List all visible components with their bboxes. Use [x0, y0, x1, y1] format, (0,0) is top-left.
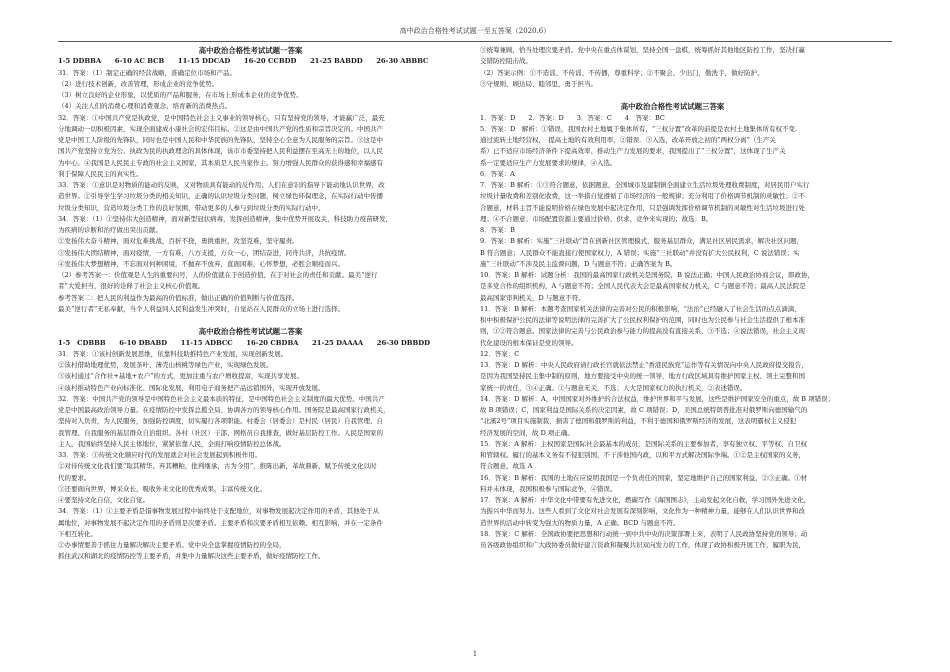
- answer-text-line: 家统一的责任，③④正确。①与题意无关，不选；人大是国家权力的执行机关，②表述错误。: [480, 383, 747, 392]
- answer-text-line: 最美“逆行者”无私奉献，当个人利益同人民利益发生冲突时，自觉站在人民群众的立场上进行选择。: [58, 304, 345, 313]
- answer-text-line: （2）参考答案一：价值观是人生的重要问号，人的价值就在于创造价值，在于对社会的责任和贡献。最美“逆行: [58, 271, 378, 279]
- answer-text-line: 最高国家审判机关，D 与题意不符。: [480, 293, 585, 302]
- answer-key-line: 1-5 DDBBA 6-10 AC BCB 11-15 DDCAD 16-20 CCBDD 21-25 BABDD 26-30 ABBBC: [58, 57, 429, 66]
- page-header: 高中政治合格性考试试题一至五答案（2020.6）: [399, 27, 551, 35]
- answer-text-line: （2）答案示例：①不造谣、不传谣、不传播，尊重科学；②不聚会、少出门，勤洗手，做好防护。: [480, 68, 764, 77]
- answer-text-line: 党是中国最高政治领导力量。在疫情防控中发挥总揽全局、协调各方的领导核心作用。国务院是最高国家行政机关，: [58, 406, 390, 414]
- answer-text-line: 施“三社联动”不涉及民主监督问题，D 与题意不符；正确答案为 B。: [480, 259, 677, 268]
- answer-text-line: 交错防控阻击战。: [480, 57, 532, 66]
- answer-text-line: 6．答案：A: [480, 169, 515, 178]
- page-number: 1: [472, 650, 478, 658]
- answer-text-line: 5．答案：D 解析：①错误，我国农村土地属于集体所有，“三权分置”改革的前提是农村土地集体所有权不变.: [480, 124, 798, 133]
- answer-text-line: 造世界。②引导学生学习垃圾分类的相关知识，正确的认识垃圾分类问题，树立绿色环保理念，在实际行动中传播: [58, 192, 383, 201]
- answer-text-line: 代化建设的根本保证是党的领导。: [480, 338, 578, 347]
- answer-text-line: 抓住武汉和湖北的疫情防控等主要矛盾，并集中力量解决这些主要矛盾，做好疫情防控工作。: [58, 552, 325, 561]
- answer-text-line: 8．答案：B: [480, 226, 515, 234]
- answer-text-line: ②办事情要善于抓住力量解决解决主要矛盾。党中央全盘掌握疫情防控的全局，: [58, 541, 286, 549]
- answer-text-line: 18．答案：C 解析：全国政协要把思想和行动统一到中共中央的决策部署上来，表明了人民政协坚持党的领导；动: [480, 529, 808, 538]
- answer-text-line: 积中积极保护公民的法律等说明法律的完善扩大了公民权利保护的范围，同时也为公民参与社会生活提供了根本准: [480, 316, 805, 324]
- answer-text-line: 垃圾分类知识，营造垃圾分类工作的良好氛围，带动更多的人参与到垃圾分类的实际行动中。: [58, 203, 325, 212]
- answer-text-line: 系一定要适应生产力发展要求的规律，④入选。: [480, 158, 617, 167]
- answer-text-line: 坚持对人负责，为人民服务，加强防控调度，切实履行各项职能。村委会（居委会）是村民（居民）自我管理、自: [58, 417, 383, 426]
- answer-text-line: 系）已不适应市场经济条件下提高效率、推动生产力发展的要求，我国提出了“三权分置”，这体现了生产关: [480, 147, 786, 156]
- answer-text-line: B 符合题意；人民群众不能直接行使国家权力，A 错误；实施“三社联动”并没有扩大公民权利，C 说法错误；实: [480, 248, 800, 257]
- answer-text-line: （2）进行技术创新，改善管理，形成企业的竞争优势。: [58, 79, 219, 88]
- answer-text-line: 故 B 项错误；C，国家利益是国际关系的决定因素，故 C 项错误；D，美国总统特朗普批准对俄罗斯向德国输气的: [480, 406, 808, 414]
- answer-text-line: 为振兴中华而努力。这些人看到了文化对社会发展有深刻影响，文化作为一种精神力量，能够在人们认识世界和改: [480, 507, 805, 516]
- answer-text-line: 32．答案：中国共产党的领导是中国特色社会主义最本质的特征，是中国特色社会主义制度的最大优势。中国共产: [58, 394, 385, 403]
- answer-text-line: 我管理、自我服务的基层群众自治组织。各村（社区）干部、网格员自我排查，做好基层防控工作。人民是国家的: [58, 428, 383, 437]
- answer-text-line: ③还要面向世界，博采众长，吸收外来文化的优秀成果，丰富传统文化。: [58, 484, 266, 493]
- answer-text-line: 和管辖权。履行的基本义务有不侵犯别国，不干涉他国内政，以和平方式解决国际争端。①②是主权国家的义务，: [480, 451, 805, 459]
- answer-text-line: 31．答案：（1）制定正确的经营战略，准确定位市场和产品。: [58, 68, 237, 77]
- answer-text-line: 32．答案：①中国共产党是执政党，是中国特色社会主义事业的领导核心，只有坚持党的领导，才能赢广泛，最充: [58, 113, 385, 122]
- answer-text-line: 下相互转化。: [58, 529, 97, 538]
- answer-text-line: 国共产党坚持立党为公、执政为民的执政理念的具体体现，该市市委坚持把人民利益摆在至高无上的地位，以人民: [58, 147, 383, 156]
- answer-text-line: 者”大爱担当，很好的诠释了社会主义核心价值观。: [58, 282, 205, 291]
- spacer: [58, 315, 443, 326]
- answer-text-line: 34．答案：（1）①坚持伟大创造精神，面对新型冠状病毒，发挥创造精神，集中优势开展攻关，科技助力疫苗研发，: [58, 214, 393, 223]
- answer-text-line: 属地位，对事物发展不起决定作用的矛盾则是次要矛盾。主要矛盾和次要矛盾相互依赖、相互影响，并在一定条件: [58, 518, 383, 527]
- answer-text-line: 33．答案：①传统文化顺应时代的发展就会对社会发展起到积极作用。: [58, 451, 262, 459]
- answer-text-line: 员各级政协组织和广大政协委员做好建言资政和凝聚共识双向发力的工作，体现了政协积极开展工作，履职为民，: [480, 541, 805, 549]
- section-title: 高中政治合格性考试试题一答案: [198, 46, 303, 55]
- answer-text-line: ③发扬伟大团结精神，面对疫情，一方有难，八方支援，万众一心，团结奋进，同舟共济，共抗疫情。: [58, 248, 351, 257]
- answer-text-line: 符合题意，故选 A: [480, 462, 533, 471]
- answer-text-line: 13．答案：D 解析：中央人民政府请行政长官就依法禁止“香港民族党”运作等有关情况向中央人民政府提交报告，: [480, 361, 808, 369]
- answer-text-line: 12．答案：C: [480, 349, 520, 358]
- answer-text-line: 15．答案：A 解析：主权国家是国际社会最基本的成员，是国际关系的主要参加者，享有独立权、平等权、自卫权: [480, 439, 808, 448]
- answer-text-line: 是多党合作的组织机构，A 与题意不符；全国人民代表大会是最高国家权力机关，C 与题意不符；最高人民法院是: [480, 282, 806, 291]
- answer-text-line: ③统筹兼顾，恰当处理次要矛盾。党中央在重点体谋划，坚持全国一盘棋，统筹抓好其他地区防控工作，坚决打赢: [480, 46, 805, 54]
- answer-text-line: 14．答案：D 解析：A，中国国家对外维护的合法权益，维护世界和平与发展，这些是维护国家安全的重点，故 B 项错误；: [480, 394, 835, 403]
- answer-text-line: 造世界的活动中转变为强大的物质力量，A 正确。BCD 与题意不符。: [480, 518, 680, 527]
- answer-text-line: 1．答案：D 2．答案：D 3．答案：C 4．答案：BC: [480, 113, 665, 122]
- answer-text-line: 9．答案：B 解析：实施“三社联动”旨在创新社区管理模式，服务基层群众，满足社区居民需求，解决社区问题，: [480, 237, 804, 246]
- answer-text-line: 17．答案：A 解析：中华文化中带要有先进文化，燃碳写作《海国图志》，主动发起文化自救，学习国外先进文化，: [480, 496, 811, 504]
- answer-text-line: ③该村通过“合作社+基地+农户”的方式，更加注重与农户增收提富，实现共享发展。: [58, 372, 304, 381]
- answer-text-line: 理；④不合题意；市场配置资源主要通过价格、供求、竞争来实现的；故选：B。: [480, 214, 713, 223]
- answer-text-line: 参考答案二：把人民的利益作为最高的价值标准，做出正确的价值判断与价值选择。: [58, 293, 299, 302]
- answer-text-line: 分地调动一切积极因素，实现全面建成小康社会的宏伟目标。②这是由中国共产党的性质和宗旨决定的。中国共产: [58, 124, 383, 133]
- answer-text-line: ③守规则、顾达局、睦邻里，勇于担当。: [480, 79, 597, 88]
- spacer: [480, 90, 865, 101]
- answer-text-line: ④要坚持文化自信，文化自觉。: [58, 496, 149, 504]
- answer-text-line: 通过流转土地经营权， 提高土地的有效利用率，②错误．③入选，改革开放之初的“两权分离”（生产关: [480, 136, 776, 144]
- answer-text-line: 主人，我国始终坚持人民主体地位，紧紧依靠人民，全面打响疫情防控总体战。: [58, 439, 286, 448]
- answer-key-line: 1-5 CDBBB 6-10 DBABD 11-15 ADBCC 16-20 CBDBA 21-25 DAAAA 26-30 DBBDD: [58, 338, 431, 347]
- answer-text-line: 34．答案：（1）①主要矛盾是指事物发展过程中始终处于支配地位，对事物发展起决定作用的矛盾，其他处于从: [58, 507, 380, 516]
- answer-text-line: 利于保障人民民主的真实性。: [58, 169, 143, 178]
- answer-text-line: ②对待传统文化我们要“取其精华、弃其糟粕，批判继承，古为今用”，推陈出新，革故鼎新，赋予传统文化以时: [58, 462, 377, 471]
- answer-text-line: 经济发展的空间，故 D 项正确。: [480, 428, 574, 437]
- answer-text-line: 是因为我国坚持民主集中制的原则，地方要接受中央的统一领导，地方行政区域具有维护国家主权、领土完整和国: [480, 372, 805, 381]
- answer-text-line: ②该村借助地理优势，发展茶叶、薄壳山核桃等绿色产业，实现绿色发展。: [58, 361, 273, 369]
- answer-text-line: 料并未体现，我国积极参与国际竞争，④错误。: [480, 484, 617, 493]
- right-column: [480, 45, 865, 551]
- answer-text-line: ④该村推动特色产业向标准化、国际化发展，利用电子商务把产品远销国外，实现开放发展。: [58, 383, 325, 392]
- answer-text-line: 16．答案：B 解析：我国的土地在应说明我国是一个负责任的国家，坚定地维护自己的国家利益，②③正确。①材: [480, 473, 808, 482]
- answer-text-line: 为中心。④我国是人民民主专政的社会主义国家，其本质是人民当家作主。努力增强人民群众的获得感和幸福感有: [58, 158, 383, 167]
- answer-text-line: 31．答案：①该村创新发展思维，依靠科技助推特色产业发展，实现创新发展。: [58, 349, 288, 358]
- answer-text-line: （3）树立良好的企业形象，以优质的产品和服务，在市场上形成本企业的竞争优势。: [58, 91, 303, 99]
- answer-text-line: 为疾病的诊断和治疗做出突出贡献。: [58, 226, 162, 234]
- answer-text-line: 垃圾计量收费和差别化收费，这一举措自觉遵循了市场经济的一般规律；充分利用了价格调节机制的灵敏性；②不: [480, 192, 805, 201]
- left-column: [58, 45, 443, 563]
- answer-text-line: 11．答案：B 解析：本题考查国家机关法律的完善对公民的积极影响，“法治”已经融入了社会生活的点点滴滴，: [480, 304, 801, 313]
- answer-text-line: 33．答案：①意识是对物质的能动的反映，又对物质具有能动的反作用；人们在意识的指导下能动地认识世界，改: [58, 181, 385, 189]
- section-title: 高中政治合格性考试试题三答案: [620, 102, 725, 112]
- answer-text-line: “北溪2号”项目实施制裁，损害了德国和俄罗斯的利益，不利于德国和俄罗斯经济的发展，这表明霸权主义侵犯: [480, 417, 797, 426]
- answer-text-line: 代的要求。: [58, 473, 91, 482]
- answer-text-line: 7．答案：B 解析：①③符合题意，依据题意，全国城市及建制镇全面建立生活垃圾处理收费制度，对居民用户实行: [480, 181, 810, 189]
- answer-text-line: 合题意，材料主旨不能说明价格在绿色发展中起决定作用，只是强调发挥价格调节机制的灵敏性对生活垃圾进行处: [480, 203, 805, 212]
- answer-text-line: 10．答案：B 解析：试题分析：我国的最高国家行政机关是国务院，B 说法正确；中国人民政治协商会议，即政协，: [480, 271, 814, 279]
- section-title: 高中政治合格性考试试题二答案: [198, 327, 303, 337]
- answer-text-line: 则，①②符合题意。国家法律的完善与公民政治参与能力的提高没有直接关系，③不选；④说法错误，社会主义现: [480, 327, 805, 336]
- header-rule: [58, 41, 892, 42]
- answer-text-line: 党是中国工人阶级的先锋队，同时也是中国人民和中华民族的先锋队，坚持全心全意为人民服务的宗旨。③这是中: [58, 136, 383, 144]
- answer-text-line: （4）关注人们的消费心理和消费观念，培育新的消费热点。: [58, 102, 232, 111]
- answer-text-line: ②发扬伟大奋斗精神，面对危难挑战，百折不挠，勇挑重担，攻坚克难，坚守履责。: [58, 237, 299, 246]
- answer-text-line: ④发扬伟大梦想精神，不忘面对何种困境，不抛弃不放弃，直面困难，心怀梦想，必胜会顺疫而兴。: [58, 259, 344, 268]
